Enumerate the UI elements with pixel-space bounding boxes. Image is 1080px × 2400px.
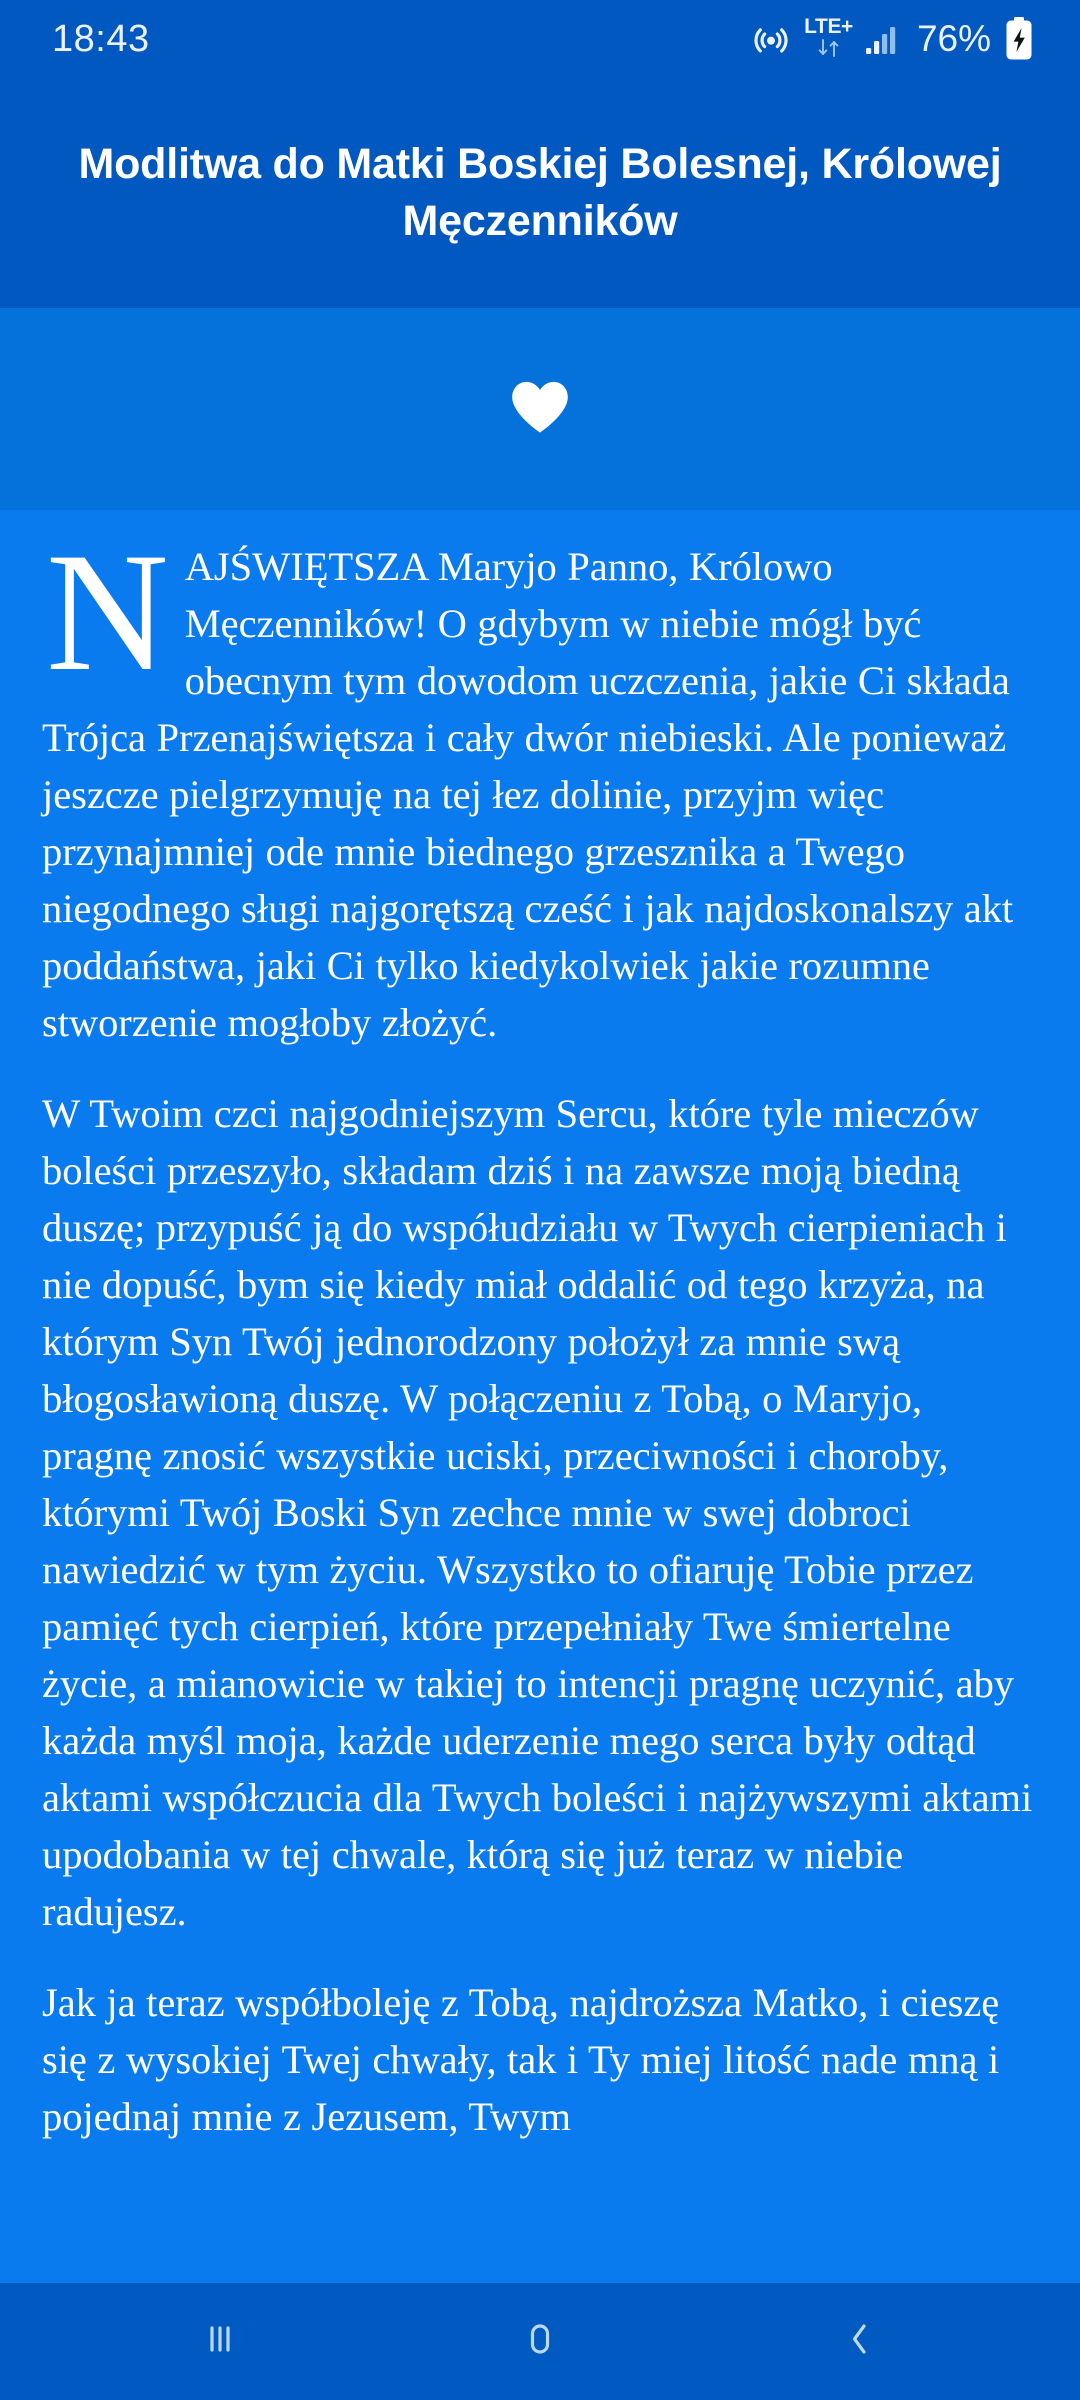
network-type-indicator — [804, 16, 853, 62]
network-type-label: LTE+ — [804, 15, 853, 38]
battery-charging-icon — [1004, 17, 1034, 61]
prayer-paragraph-3: Jak ja teraz współboleję z Tobą, najdroższa Matko, i cieszę się z wysokiej Twej chwały, tak i Ty miej litość nade mną i pojednaj mnie z Jezusem, Twym — [42, 1980, 1000, 2139]
home-button[interactable] — [465, 2283, 615, 2400]
heart-filled-icon — [507, 377, 573, 442]
prayer-content-scroll-area[interactable] — [0, 510, 1080, 2283]
back-button[interactable] — [785, 2283, 935, 2400]
page-title: Modlitwa do Matki Boskiej Bolesnej, Królowej Męczenników — [78, 140, 1002, 245]
prayer-paragraph-2: W Twoim czci najgodniejszym Sercu, które tyle mieczów boleści przeszyło, składam dziś i na zawsze moją biedną duszę; przypuść ją do współudziału w Twych cierpieniach i nie dopuść, bym się kiedy miał oddalić od tego krzyża, na którym Syn Twój jednorodzony położył za mnie swą błogosławioną duszę. W połączeniu z Tobą, o Maryjo, pragnę znosić wszystkie uciski, przeciwności i choroby, którymi Twój Boski Syn zechce mnie w swej dobroci nawiedzić w tym życiu. Wszystko to ofiaruję Tobie przez pamięć tych cierpień, które przepełniały Twe śmiertelne życie, a mianowicie w takiej to intencji pragnę uczynić, aby każda myśl moja, każde uderzenie mego serca były odtąd aktami współczucia dla Twych boleści i najżywszymi aktami upodobania w tej chwale, którą się już teraz w niebie radujesz. — [42, 1091, 1033, 1934]
hotspot-icon — [751, 19, 791, 59]
signal-bars-icon — [864, 22, 900, 56]
recents-icon — [197, 2316, 243, 2367]
battery-percent-label: 76% — [916, 18, 991, 59]
status-icons-group — [751, 16, 1034, 62]
recents-button[interactable] — [145, 2283, 295, 2400]
home-icon — [517, 2316, 563, 2367]
status-bar — [0, 0, 1080, 78]
favorite-band — [0, 308, 1080, 510]
back-chevron-icon — [837, 2316, 883, 2367]
data-transfer-arrows-icon — [814, 38, 844, 62]
favorite-button[interactable] — [480, 349, 600, 469]
status-clock: 18:43 — [52, 17, 150, 60]
android-navigation-bar — [0, 2283, 1080, 2400]
title-header — [0, 78, 1080, 308]
prayer-paragraph-1: NAJŚWIĘTSZA Maryjo Panno, Królowo Męczenników! O gdybym w niebie mógł być obecnym tym dowodom uczczenia, jakie Ci składa Trójca Przenajświętsza i cały dwór niebieski. Ale ponieważ jeszcze pielgrzymuję na tej łez dolinie, przyjm więc przynajmniej ode mnie biednego grzesznika a Twego niegodnego sługi najgorętszą cześć i jak najdoskonalszy akt poddaństwa, jaki Ci tylko kiedykolwiek jakie rozumne stworzenie mogłoby złożyć. — [42, 518, 1014, 1045]
